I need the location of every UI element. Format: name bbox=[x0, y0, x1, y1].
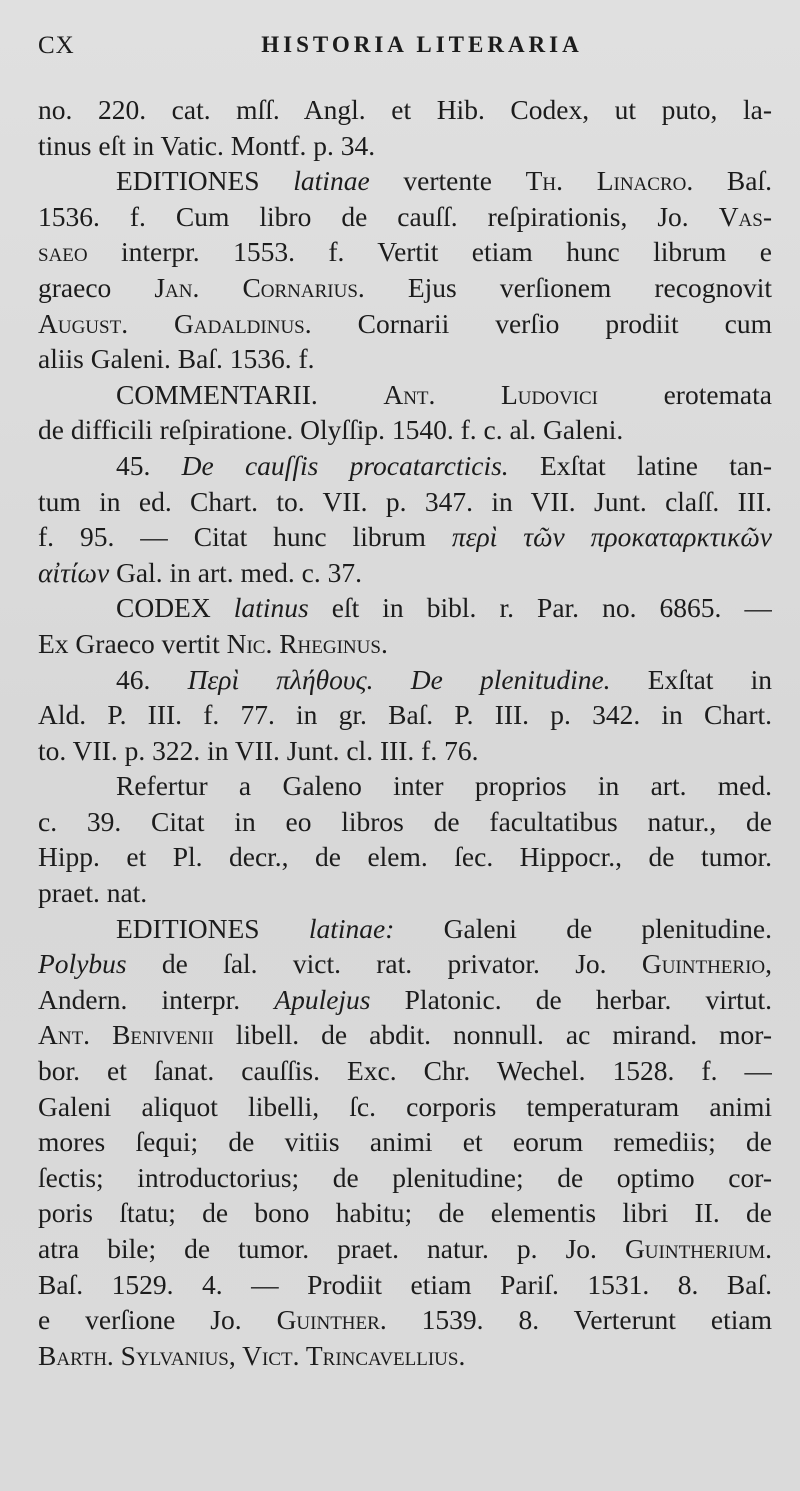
page-number: CX bbox=[38, 32, 75, 59]
text-segment: . Ejus verſionem recognovit bbox=[357, 271, 772, 303]
text-segment: Refertur a Galeno inter proprios in art. med. bbox=[116, 770, 772, 802]
text-line bbox=[38, 484, 772, 520]
text-line bbox=[38, 946, 772, 982]
text-line bbox=[38, 128, 772, 164]
author-name: Guintherium bbox=[624, 1233, 766, 1264]
text-line bbox=[38, 804, 772, 840]
text-line bbox=[38, 697, 772, 733]
text-segment: eſt in bibl. r. Par. no. 6865. — bbox=[308, 592, 772, 624]
text-line bbox=[38, 875, 772, 911]
text-line bbox=[38, 982, 772, 1018]
text-body bbox=[38, 92, 772, 1373]
author-name: Ant. Benivenii bbox=[38, 1019, 214, 1051]
text-line bbox=[38, 377, 772, 413]
text-segment: . bbox=[380, 627, 388, 659]
text-line bbox=[38, 1267, 772, 1303]
author-name: Th. Linacro bbox=[525, 165, 687, 197]
text-line bbox=[38, 448, 772, 484]
text-line bbox=[38, 1338, 772, 1374]
text-segment: graeco bbox=[38, 271, 155, 303]
text-segment: ſectis; introductorius; de plenitudine; de optimo cor- bbox=[38, 1161, 772, 1193]
text-line bbox=[38, 911, 772, 947]
page-header bbox=[38, 28, 766, 68]
text-line bbox=[38, 341, 772, 377]
text-segment: vertente bbox=[369, 165, 526, 197]
text-segment: to. VII. p. 322. in VII. Junt. cl. III. f. 76. bbox=[38, 734, 479, 766]
text-segment: mores ſequi; de vitiis animi et eorum remediis; de bbox=[38, 1126, 772, 1158]
italic-text: Περὶ πλήθους. De plenitudine. bbox=[187, 663, 611, 695]
text-segment: c. 39. Citat in eo libros de facultatibus natur., de bbox=[38, 805, 772, 837]
text-line bbox=[38, 662, 772, 698]
text-segment: EDITIONES bbox=[116, 912, 309, 944]
text-segment: Andern. interpr. bbox=[38, 983, 275, 1015]
text-segment: Platonic. de herbar. virtut. bbox=[370, 983, 772, 1015]
text-segment: 1536. f. Cum libro de cauſſ. reſpirationis, Jo. bbox=[38, 200, 719, 232]
text-segment: atra bile; de tumor. praet. natur. p. Jo. bbox=[38, 1233, 625, 1264]
text-segment: de ſal. vict. rat. privator. Jo. bbox=[126, 948, 642, 980]
text-segment: f. 95. — Citat hunc librum bbox=[38, 521, 452, 553]
text-line bbox=[38, 1160, 772, 1196]
text-segment: de difficili reſpiratione. Olyſſip. 1540. f. c. al. Galeni. bbox=[38, 414, 624, 446]
text-line bbox=[38, 626, 772, 662]
text-line bbox=[38, 92, 772, 128]
text-line bbox=[38, 1124, 772, 1160]
author-name: Ant. Ludovici bbox=[383, 378, 598, 410]
text-segment: . bbox=[765, 1233, 772, 1264]
running-title: HISTORIA LITERARIA bbox=[261, 32, 583, 57]
text-line bbox=[38, 1089, 772, 1125]
author-name: Guinther bbox=[276, 1304, 380, 1336]
text-line bbox=[38, 768, 772, 804]
text-line bbox=[38, 1017, 772, 1053]
text-segment: interpr. 1553. f. Vertit etiam hunc librum e bbox=[87, 236, 772, 268]
text-line bbox=[38, 163, 772, 199]
italic-text: latinus bbox=[233, 592, 309, 624]
text-segment: . Baſ. bbox=[686, 165, 772, 197]
text-segment: . 1539. 8. Verterunt etiam bbox=[379, 1304, 772, 1336]
text-segment: EDITIONES bbox=[116, 165, 294, 197]
author-name: Guintherio bbox=[641, 948, 766, 980]
text-segment: Hipp. et Pl. decr., de elem. ſec. Hippocr., de tumor. bbox=[38, 841, 772, 873]
text-line bbox=[38, 1195, 772, 1231]
text-line bbox=[38, 1302, 772, 1338]
author-name: Barth. Sylvanius, Vict. Trincavellius bbox=[38, 1339, 459, 1371]
text-segment: CODEX bbox=[116, 592, 234, 624]
author-name: Nic. Rheginus bbox=[226, 627, 381, 659]
text-segment: tum in ed. Chart. to. VII. p. 347. in VII. Junt. claſſ. III. bbox=[38, 485, 772, 517]
italic-text: περὶ τῶν προκαταρκτικῶν bbox=[451, 521, 772, 553]
text-segment: Galeni de plenitudine. bbox=[394, 912, 772, 944]
italic-text: latinae bbox=[293, 165, 370, 197]
italic-text: latinae: bbox=[308, 912, 395, 944]
text-line bbox=[38, 234, 772, 270]
text-line bbox=[38, 590, 772, 626]
text-segment: Galeni aliquot libelli, ſc. corporis temperaturam animi bbox=[38, 1090, 772, 1122]
italic-text: Apulejus bbox=[274, 983, 371, 1015]
text-segment: aliis Galeni. Baſ. 1536. f. bbox=[38, 343, 315, 375]
text-segment: praet. nat. bbox=[38, 877, 148, 909]
text-segment: erotemata bbox=[598, 378, 772, 410]
text-segment: . Cornarii verſio prodiit cum bbox=[304, 307, 772, 339]
text-segment: Ald. P. III. f. 77. in gr. Baſ. P. III. p. 342. in Chart. bbox=[38, 699, 772, 731]
text-segment: tinus eſt in Vatic. Montf. p. 34. bbox=[38, 129, 376, 161]
text-segment: , bbox=[765, 948, 772, 980]
author-name: saeo bbox=[38, 236, 88, 268]
text-line bbox=[38, 270, 772, 306]
author-name: August. Gadaldinus bbox=[38, 307, 305, 339]
text-segment: . bbox=[458, 1339, 466, 1371]
text-segment: no. 220. cat. mſſ. Angl. et Hib. Codex, ut puto, la- bbox=[38, 94, 772, 125]
text-line bbox=[38, 1231, 772, 1267]
text-line bbox=[38, 1053, 772, 1089]
text-line bbox=[38, 839, 772, 875]
text-line bbox=[38, 555, 772, 591]
italic-text: De cauſſis procatarcticis. bbox=[181, 449, 509, 481]
text-line bbox=[38, 412, 772, 448]
text-segment: COMMENTARII. bbox=[116, 378, 384, 410]
italic-text: αἰτίων bbox=[38, 556, 110, 588]
text-segment: Baſ. 1529. 4. — Prodiit etiam Pariſ. 1531. 8. Baſ. bbox=[38, 1268, 772, 1300]
text-segment: Gal. in art. med. c. 37. bbox=[109, 556, 362, 588]
text-line bbox=[38, 733, 772, 769]
text-segment: Ex Graeco vertit bbox=[38, 627, 227, 659]
italic-text: Polybus bbox=[38, 948, 127, 980]
text-line bbox=[38, 199, 772, 235]
author-name: Vas- bbox=[718, 200, 772, 232]
text-segment: e verſione Jo. bbox=[38, 1304, 277, 1336]
text-segment: Exſtat in bbox=[610, 663, 772, 695]
text-segment: 45. bbox=[116, 449, 182, 481]
text-segment: poris ſtatu; de bono habitu; de elementis libri II. de bbox=[38, 1197, 772, 1229]
text-segment: Exſtat latine tan- bbox=[508, 449, 772, 481]
text-segment: 46. bbox=[116, 663, 188, 695]
text-line bbox=[38, 306, 772, 342]
text-segment: bor. et ſanat. cauſſis. Exc. Chr. Wechel. 1528. f. — bbox=[38, 1055, 772, 1087]
author-name: Jan. Cornarius bbox=[154, 271, 358, 303]
text-line bbox=[38, 519, 772, 555]
text-segment: libell. de abdit. nonnull. ac mirand. mor- bbox=[213, 1019, 772, 1051]
